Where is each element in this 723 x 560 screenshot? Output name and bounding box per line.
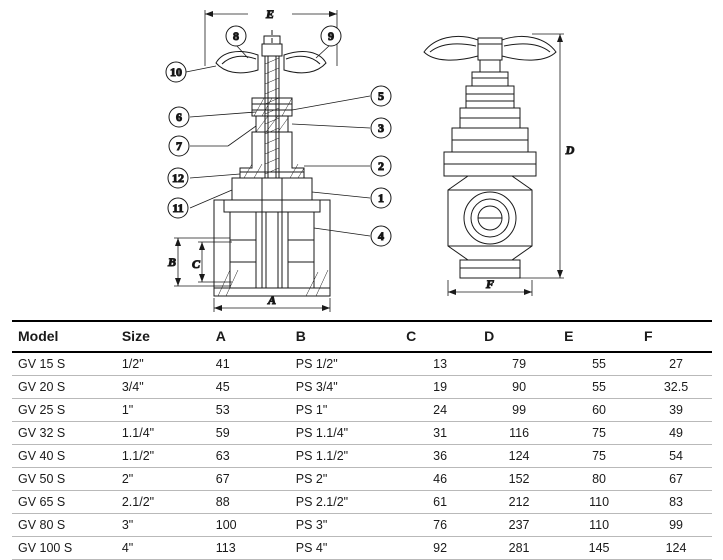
cell-e: 55: [558, 376, 638, 399]
cell-e: 110: [558, 491, 638, 514]
left-sectional-view: [166, 7, 391, 312]
cell-d: 124: [478, 445, 558, 468]
cell-model: GV 65 S: [12, 491, 116, 514]
table-row: [12, 399, 712, 422]
svg-text:2: 2: [378, 159, 384, 173]
cell-f: 27: [638, 352, 712, 376]
cell-size: 1/2": [116, 352, 210, 376]
bonnet-assembled: [444, 86, 536, 176]
cell-b: PS 1": [290, 399, 400, 422]
cell-a: 113: [210, 537, 290, 560]
stem-nut-assembled: [472, 60, 508, 86]
packing-gland: [256, 116, 288, 132]
cell-c: 31: [400, 422, 478, 445]
dimension-label-B: B: [167, 255, 177, 269]
cell-e: 60: [558, 399, 638, 422]
cell-a: 45: [210, 376, 290, 399]
cell-c: 61: [400, 491, 478, 514]
column-header-b: B: [290, 321, 400, 352]
cell-model: GV 15 S: [12, 352, 116, 376]
cell-c: 24: [400, 399, 478, 422]
cell-d: 212: [478, 491, 558, 514]
cell-c: 92: [400, 537, 478, 560]
cell-b: PS 1.1/2": [290, 445, 400, 468]
cell-model: GV 25 S: [12, 399, 116, 422]
cell-model: GV 80 S: [12, 514, 116, 537]
valve-body: [214, 178, 330, 296]
cell-size: 1.1/2": [116, 445, 210, 468]
handwheel-assembled: [424, 36, 556, 60]
dimension-label-E: E: [265, 7, 275, 21]
cell-d: 281: [478, 537, 558, 560]
cell-b: PS 3/4": [290, 376, 400, 399]
dimension-label-A: A: [267, 293, 277, 307]
cell-size: 3": [116, 514, 210, 537]
specification-table: [12, 320, 712, 560]
cell-a: 59: [210, 422, 290, 445]
cell-e: 55: [558, 352, 638, 376]
cell-a: 67: [210, 468, 290, 491]
specification-table-section: [0, 320, 723, 560]
cell-b: PS 2": [290, 468, 400, 491]
bottom-end-assembled: [460, 260, 520, 278]
cell-e: 145: [558, 537, 638, 560]
svg-text:3: 3: [378, 121, 384, 135]
cell-f: 49: [638, 422, 712, 445]
cell-a: 63: [210, 445, 290, 468]
cell-f: 99: [638, 514, 712, 537]
cell-size: 1.1/4": [116, 422, 210, 445]
column-header-d: D: [478, 321, 558, 352]
table-row: [12, 514, 712, 537]
cell-e: 80: [558, 468, 638, 491]
cell-a: 88: [210, 491, 290, 514]
cell-d: 237: [478, 514, 558, 537]
cell-d: 116: [478, 422, 558, 445]
cell-b: PS 4": [290, 537, 400, 560]
dimension-label-F: F: [485, 277, 495, 291]
table-row: [12, 445, 712, 468]
svg-text:5: 5: [378, 89, 384, 103]
table-row: [12, 352, 712, 376]
cell-b: PS 1.1/4": [290, 422, 400, 445]
table-header-row: [12, 321, 712, 352]
table-row: [12, 376, 712, 399]
right-assembled-view: [424, 34, 575, 296]
cell-d: 99: [478, 399, 558, 422]
cell-f: 124: [638, 537, 712, 560]
cell-c: 13: [400, 352, 478, 376]
svg-text:1: 1: [378, 191, 384, 205]
cell-c: 76: [400, 514, 478, 537]
hex-body-assembled: [448, 176, 532, 260]
cell-d: 152: [478, 468, 558, 491]
dimension-D: [520, 34, 564, 278]
svg-text:7: 7: [176, 139, 182, 153]
gland-nut: [252, 98, 292, 116]
cell-model: GV 100 S: [12, 537, 116, 560]
cell-f: 39: [638, 399, 712, 422]
cell-b: PS 3": [290, 514, 400, 537]
column-header-e: E: [558, 321, 638, 352]
table-row: [12, 422, 712, 445]
dimension-label-D: D: [565, 143, 575, 157]
svg-text:12: 12: [172, 171, 184, 185]
cell-a: 100: [210, 514, 290, 537]
cell-f: 83: [638, 491, 712, 514]
dimension-label-C: C: [191, 257, 201, 271]
table-body: [12, 352, 712, 560]
handwheel: [216, 52, 326, 73]
cell-model: GV 50 S: [12, 468, 116, 491]
cell-e: 110: [558, 514, 638, 537]
cell-c: 46: [400, 468, 478, 491]
cell-f: 32.5: [638, 376, 712, 399]
stem-nut: [262, 30, 282, 56]
cell-d: 90: [478, 376, 558, 399]
svg-text:6: 6: [176, 110, 182, 124]
cell-e: 75: [558, 422, 638, 445]
table-header: [12, 321, 712, 352]
cell-f: 67: [638, 468, 712, 491]
column-header-f: F: [638, 321, 712, 352]
table-row: [12, 491, 712, 514]
cell-model: GV 40 S: [12, 445, 116, 468]
cell-model: GV 20 S: [12, 376, 116, 399]
column-header-c: C: [400, 321, 478, 352]
cell-size: 2": [116, 468, 210, 491]
column-header-a: A: [210, 321, 290, 352]
cell-size: 4": [116, 537, 210, 560]
cell-size: 2.1/2": [116, 491, 210, 514]
cell-a: 41: [210, 352, 290, 376]
cell-b: PS 2.1/2": [290, 491, 400, 514]
svg-text:4: 4: [378, 229, 384, 243]
cell-d: 79: [478, 352, 558, 376]
table-row: [12, 537, 712, 560]
table-row: [12, 468, 712, 491]
cell-size: 3/4": [116, 376, 210, 399]
cell-b: PS 1/2": [290, 352, 400, 376]
column-header-size: Size: [116, 321, 210, 352]
cell-a: 53: [210, 399, 290, 422]
svg-text:9: 9: [328, 29, 334, 43]
cell-c: 19: [400, 376, 478, 399]
column-header-model: Model: [12, 321, 116, 352]
svg-text:10: 10: [170, 65, 182, 79]
cell-size: 1": [116, 399, 210, 422]
cell-c: 36: [400, 445, 478, 468]
cell-e: 75: [558, 445, 638, 468]
cell-f: 54: [638, 445, 712, 468]
cell-model: GV 32 S: [12, 422, 116, 445]
dimension-C: [198, 242, 232, 282]
svg-text:11: 11: [172, 201, 184, 215]
svg-text:8: 8: [233, 29, 239, 43]
